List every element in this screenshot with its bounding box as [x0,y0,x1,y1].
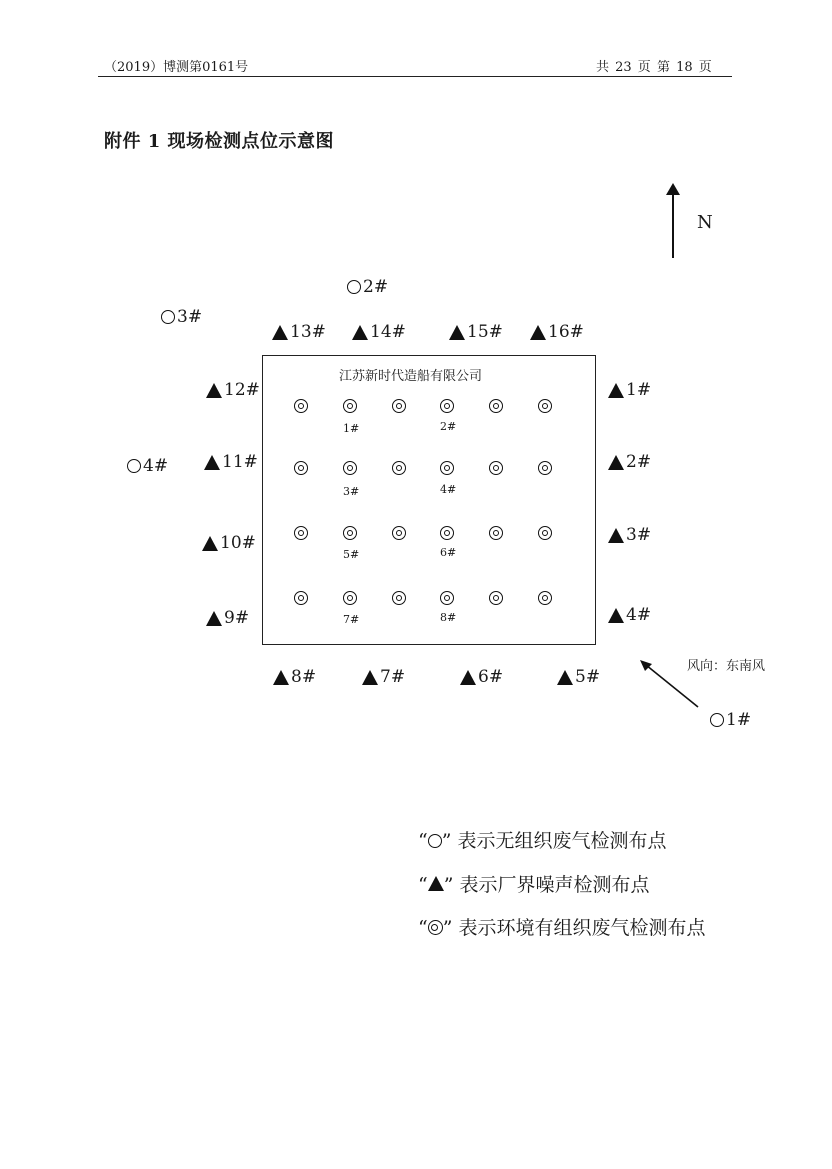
triangle-icon [206,383,222,398]
page-title: 附件 1 现场检测点位示意图 [104,131,335,152]
noise-point-10 [202,533,256,553]
circle-icon [428,834,442,848]
triangle-icon [362,670,378,685]
noise-point-15 [449,322,503,342]
noise-point-16 [530,322,584,342]
noise-point-label: 13# [290,322,326,342]
unorganized-point-label: 4# [143,456,169,476]
noise-point-3 [608,525,651,545]
page-info: 共 23 页 第 18 页 [596,60,712,75]
noise-point-4 [608,605,651,625]
legend-close-quote: ” [443,874,454,896]
triangle-icon [449,325,465,340]
organized-point-label: 6# [440,546,457,559]
double-circle-icon [392,526,406,540]
noise-point-9 [206,608,249,628]
double-circle-icon [440,399,454,413]
double-circle-icon [489,526,503,540]
double-circle-icon [343,399,357,413]
noise-point-13 [272,322,326,342]
north-label: N [697,212,713,233]
header-rule [98,76,732,77]
noise-point-12 [206,380,260,400]
legend-item-circle [418,826,667,853]
legend-open-quote: “ [418,917,428,939]
legend-close-quote: ” [441,830,452,852]
double-circle-icon [489,591,503,605]
double-circle-icon [538,591,552,605]
noise-point-label: 2# [626,452,652,472]
noise-point-label: 16# [548,322,584,342]
circle-icon [347,280,361,294]
double-circle-icon [428,920,443,935]
triangle-icon [428,876,444,891]
noise-point-2 [608,452,651,472]
double-circle-icon [294,399,308,413]
legend-item-triangle [418,870,650,897]
unorganized-point-1 [710,710,751,730]
factory-name: 江苏新时代造船有限公司 [339,369,483,384]
unorganized-point-label: 1# [726,710,752,730]
triangle-icon [608,528,624,543]
organized-point-label: 1# [343,422,360,435]
double-circle-icon [294,461,308,475]
noise-point-6 [460,667,503,687]
organized-point-label: 2# [440,420,457,433]
circle-icon [161,310,175,324]
double-circle-icon [440,461,454,475]
triangle-icon [608,608,624,623]
triangle-icon [608,383,624,398]
noise-point-label: 5# [575,667,601,687]
double-circle-icon [343,591,357,605]
triangle-icon [202,536,218,551]
noise-point-label: 1# [626,380,652,400]
unorganized-point-2 [347,277,388,297]
noise-point-label: 14# [370,322,406,342]
triangle-icon [557,670,573,685]
double-circle-icon [489,461,503,475]
circle-icon [127,459,141,473]
noise-point-label: 12# [224,380,260,400]
organized-point-label: 8# [440,611,457,624]
legend-text: 表示无组织废气检测布点 [457,830,667,852]
noise-point-label: 4# [626,605,652,625]
organized-point-label: 3# [343,485,360,498]
double-circle-icon [294,526,308,540]
noise-point-label: 7# [380,667,406,687]
organized-point-label: 5# [343,548,360,561]
noise-point-1 [608,380,651,400]
double-circle-icon [538,461,552,475]
legend-open-quote: “ [418,874,428,896]
noise-point-label: 11# [222,452,258,472]
noise-point-11 [204,452,258,472]
double-circle-icon [392,399,406,413]
double-circle-icon [440,591,454,605]
double-circle-icon [392,591,406,605]
noise-point-label: 10# [220,533,256,553]
double-circle-icon [392,461,406,475]
double-circle-icon [343,526,357,540]
noise-point-label: 3# [626,525,652,545]
triangle-icon [460,670,476,685]
circle-icon [710,713,724,727]
triangle-icon [352,325,368,340]
noise-point-14 [352,322,406,342]
unorganized-point-label: 2# [363,277,389,297]
triangle-icon [272,325,288,340]
noise-point-label: 6# [478,667,504,687]
unorganized-point-label: 3# [177,307,203,327]
double-circle-icon [294,591,308,605]
legend-text: 表示环境有组织废气检测布点 [458,917,706,939]
triangle-icon [608,455,624,470]
noise-point-label: 8# [291,667,317,687]
legend-close-quote: ” [442,917,453,939]
triangle-icon [204,455,220,470]
double-circle-icon [538,526,552,540]
double-circle-icon [440,526,454,540]
unorganized-point-3 [161,307,202,327]
triangle-icon [273,670,289,685]
noise-point-8 [273,667,316,687]
wind-arrow-icon [630,655,710,715]
north-arrow-icon [672,192,674,258]
wind-direction-label: 风向：东南风 [687,659,766,674]
noise-point-label: 15# [467,322,503,342]
report-number: （2019）博测第0161号 [104,60,249,75]
triangle-icon [206,611,222,626]
triangle-icon [530,325,546,340]
legend-text: 表示厂界噪声检测布点 [459,874,650,896]
noise-point-7 [362,667,405,687]
organized-point-label: 4# [440,483,457,496]
legend-open-quote: “ [418,830,428,852]
double-circle-icon [538,399,552,413]
legend-item-double-circle [418,913,706,940]
noise-point-label: 9# [224,608,250,628]
double-circle-icon [343,461,357,475]
double-circle-icon [489,399,503,413]
organized-point-label: 7# [343,613,360,626]
unorganized-point-4 [127,456,168,476]
noise-point-5 [557,667,600,687]
